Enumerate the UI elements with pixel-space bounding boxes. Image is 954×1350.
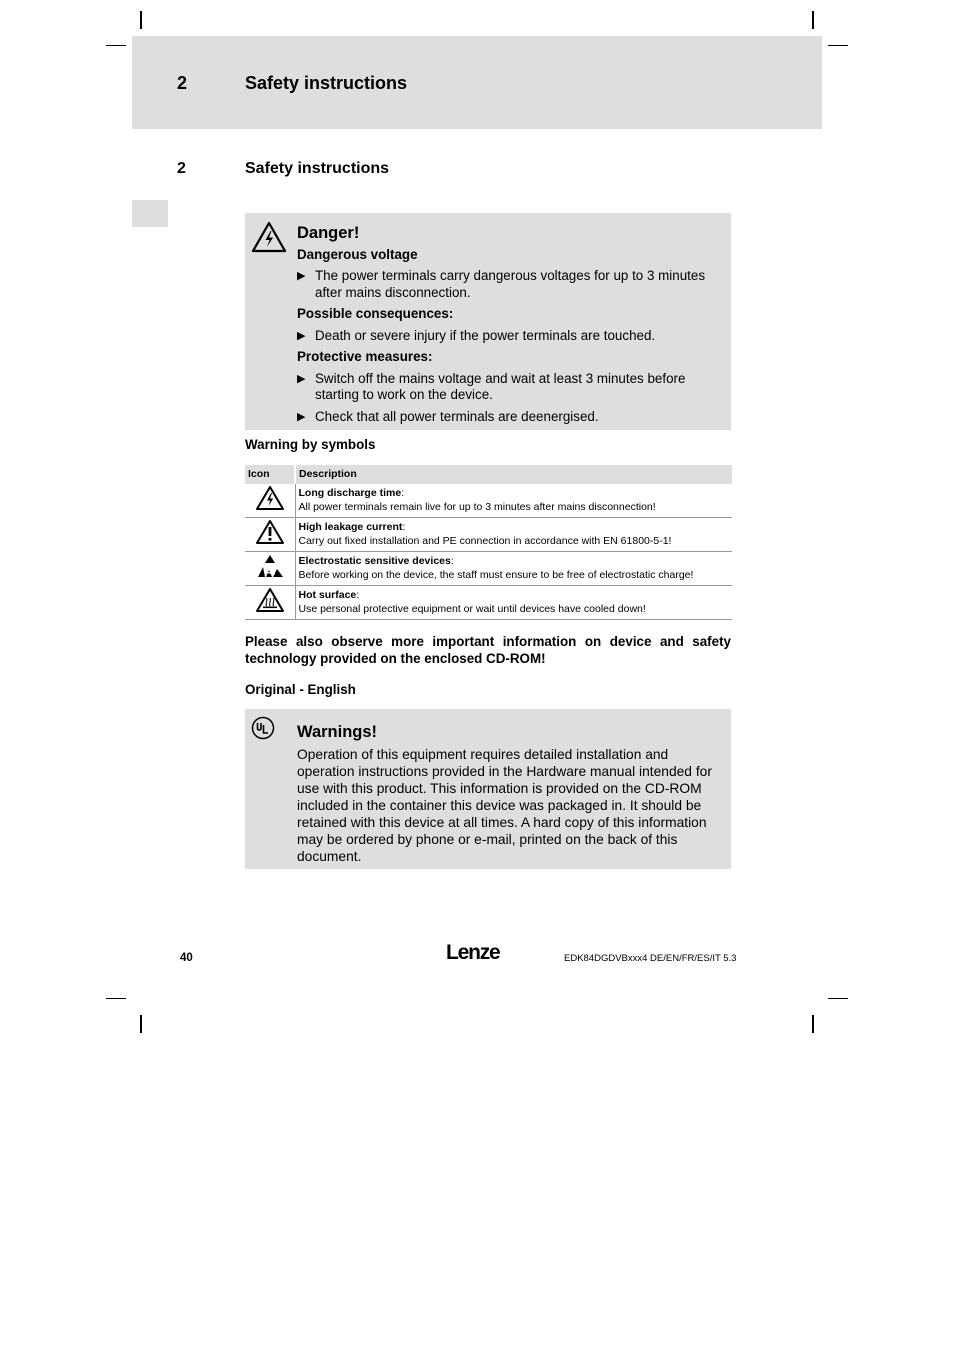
- crop-mark: [140, 11, 142, 29]
- symbol-name: Long discharge time: [298, 487, 402, 499]
- chapter-header-band: [132, 36, 822, 129]
- consequences-label: Possible consequences:: [297, 306, 454, 321]
- table-row: Long discharge time: All power terminals remain live for up to 3 minutes after mains disconnection!: [245, 484, 732, 518]
- measures-label: Protective measures:: [297, 349, 433, 364]
- symbol-description: Before working on the device, the staff must ensure to be free of electrostatic charge!: [298, 568, 694, 581]
- danger-box: [245, 213, 731, 430]
- crop-mark: [106, 45, 126, 46]
- original-language-label: Original - English: [245, 682, 356, 697]
- chapter-number: 2: [177, 73, 188, 93]
- list-item: ▶ Switch off the mains voltage and wait at least 3 minutes before starting to work on the device.: [297, 370, 686, 402]
- symbol-name: High leakage current: [298, 521, 403, 533]
- column-header-description: Description: [295, 465, 732, 484]
- crop-mark: [812, 1015, 814, 1033]
- bullet-arrow-icon: ▶: [297, 410, 306, 423]
- lenze-logo: Lenze: [446, 941, 500, 964]
- table-row: Hot surface: Use personal protective equipment or wait until devices have cooled down!: [245, 586, 732, 620]
- bullet-arrow-icon: ▶: [297, 270, 306, 282]
- warning-by-symbols-heading: Warning by symbols: [245, 437, 376, 452]
- symbol-name: Electrostatic sensitive devices: [298, 555, 451, 567]
- symbol-table: [245, 465, 732, 620]
- chapter-title: Safety instructions: [245, 73, 408, 93]
- column-header-icon: Icon: [245, 465, 295, 484]
- warnings-text: Operation of this equipment requires detailed installation and operation instructions provided in the Hardware manual intended for use with this product. This information is provided on the CD-ROM included in the container this device was packaged in. It should be retained with this device at all times. A hard copy of this information may be ordered by phone or e-mail, printed on the back of this document.: [297, 746, 712, 864]
- danger-subtitle: Dangerous voltage: [297, 246, 418, 262]
- crop-mark: [140, 1015, 142, 1033]
- crop-mark: [828, 998, 848, 999]
- side-tab-marker: [132, 200, 168, 227]
- crop-mark: [106, 998, 126, 999]
- symbol-name: Hot surface: [298, 589, 357, 601]
- table-row: High leakage current: Carry out fixed installation and PE connection in accordance with EN 61800-5-1!: [245, 518, 732, 552]
- document-reference: EDK84DGDVBxxx4 DE/EN/FR/ES/IT 5.3: [564, 953, 737, 964]
- electric-hazard-warning-icon: [251, 221, 287, 258]
- section-number: 2: [177, 160, 186, 177]
- crop-mark: [828, 45, 848, 46]
- list-item: ▶ Death or severe injury if the power terminals are touched.: [297, 327, 656, 343]
- symbol-description: All power terminals remain live for up to 3 minutes after mains disconnection!: [298, 500, 656, 513]
- list-item: ▶ The power terminals carry dangerous voltages for up to 3 minutes after mains disconnection.: [297, 268, 706, 300]
- hot-surface-icon: [245, 586, 295, 620]
- table-row: Electrostatic sensitive devices: Before working on the device, the staff must ensure to be free of electrostatic charge!: [245, 552, 732, 586]
- bullet-arrow-icon: ▶: [297, 329, 306, 342]
- warning-exclamation-icon: [245, 518, 295, 552]
- warnings-box: [245, 709, 731, 869]
- esd-icon: [245, 552, 295, 586]
- ul-mark-icon: [251, 716, 275, 745]
- list-item: ▶ Check that all power terminals are deenergised.: [297, 408, 599, 424]
- electric-hazard-icon: [245, 484, 295, 518]
- cdrom-note: Please also observe more important information on device and safety technology provided on the enclosed CD-ROM!: [245, 634, 731, 666]
- symbol-description: Use personal protective equipment or wait until devices have cooled down!: [298, 602, 646, 615]
- danger-title: Danger!: [297, 224, 360, 242]
- section-title: Safety instructions: [245, 160, 390, 177]
- bullet-arrow-icon: ▶: [297, 372, 306, 385]
- crop-mark: [812, 11, 814, 29]
- warnings-title: Warnings!: [297, 723, 378, 741]
- symbol-description: Carry out fixed installation and PE connection in accordance with EN 61800-5-1!: [298, 534, 672, 547]
- page-number: 40: [180, 952, 193, 964]
